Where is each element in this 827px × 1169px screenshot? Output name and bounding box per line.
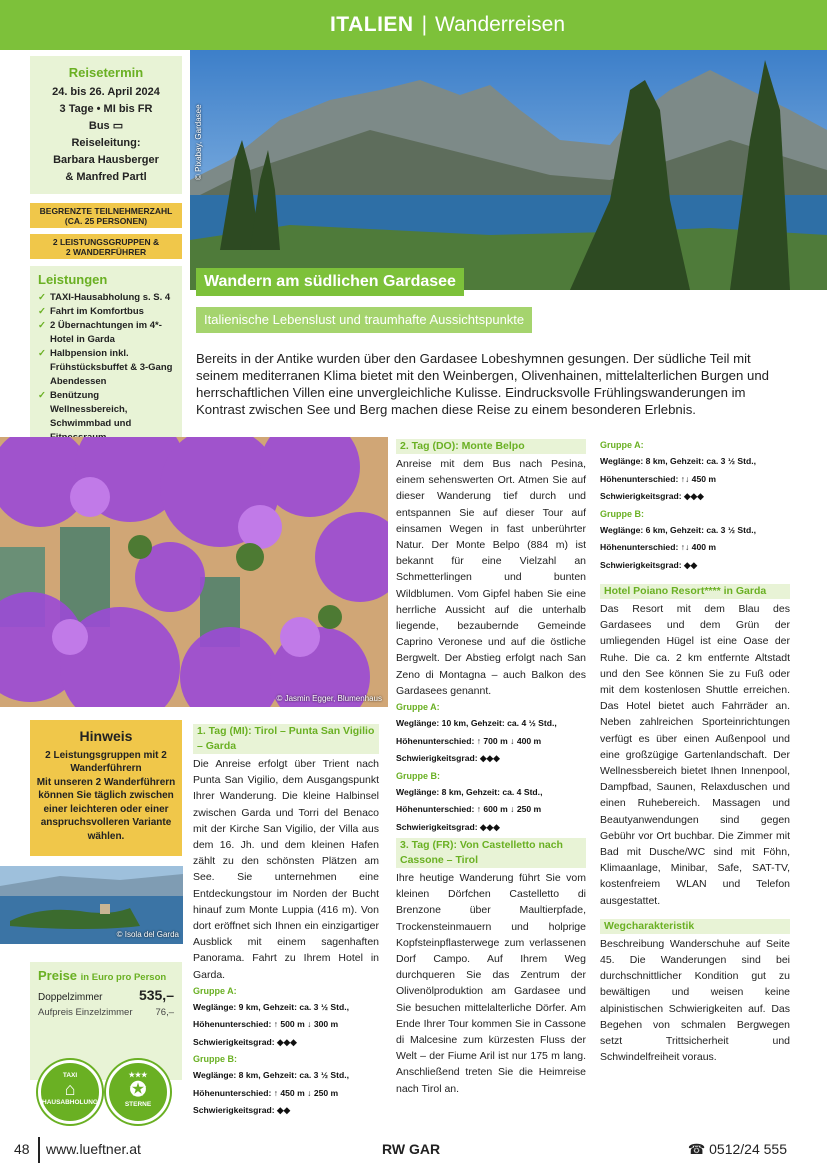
hinweis-heading: Hinweis [79, 728, 133, 744]
weg-heading: Wegcharakteristik [600, 919, 790, 934]
leader-2: & Manfred Partl [65, 171, 147, 183]
day3-heading: 3. Tag (FR): Von Castelletto nach Cassone – Tirol [396, 838, 586, 868]
day3-group-b-heading: Gruppe B: [600, 508, 644, 519]
header-separator: | [421, 13, 428, 36]
footer-divider [38, 1137, 40, 1163]
weg-text: Beschreibung Wanderschuhe auf Seite 45. Die Wanderungen sind bei durchschnittlicher Kondition gut zu bewältigen und weisen keine alpinistischen Schwierigkeiten auf. Das Begehen von schmalen Bergwegen setzt Trittsicherheit und Schwindelfreiheit voraus. [600, 937, 790, 1064]
bus-icon: ▭ [112, 120, 124, 132]
stars-badge-label: STERNE [124, 1101, 152, 1108]
reisetermin-heading: Reisetermin [68, 65, 144, 80]
page-subtitle: Italienische Lebenslust und traumhafte Aussichtspunkte [196, 307, 532, 333]
leistungen-heading: Leistungen [38, 272, 108, 287]
day1-heading: 1. Tag (MI): Tirol – Punta San Vigilio – Garda [193, 724, 379, 754]
hotel-text: Das Resort mit dem Blau des Gardasees und dem Grün der umliegenden Hügel ist eine Oase der Ruhe. Die ca. 2 km entfernte Altstadt und den See können Sie zu Fuß oder mit dem kostenlosen Shuttle erreichen. Das Hotel bietet auch Fahrräder an. Neben zahlreichen Sporteinrichtungen verfügt es über einen Außenpool und eine großzügige Gartenlandschaft. Der Wellnessbereich bietet Ihnen Innenpool, Dampfbad, Saunen, Relaxduschen und einen Ruhebereich. Massagen und Beautyanwendungen sind gegen Gebühr vor Ort buchbar. Die Zimmer mit Bad mit Dusche/WC sind mit Föhn, Klimaanlage, Minibar, Safe, SAT-TV, kostenfreiem WLAN und Telefon ausgestattet. [600, 603, 790, 907]
day2-group-a-difficulty: Schwierigkeitsgrad: ◆◆◆ [396, 753, 500, 764]
pill-participants [30, 203, 182, 228]
price-row-dz [38, 987, 174, 1003]
pill-groups-line2: 2 WANDERFÜHRER [65, 247, 147, 257]
price-row-ez [38, 1007, 174, 1018]
day2-group-b-heading: Gruppe B: [396, 770, 440, 781]
day1-group-b-length: Weglänge: 8 km, Gehzeit: ca. 3 ½ Std., [193, 1070, 350, 1081]
website-link[interactable]: www.lueftner.at [46, 1141, 141, 1157]
preise-unit: in Euro pro Person [80, 972, 167, 983]
column-day1 [193, 722, 379, 1120]
travel-days: 3 Tage • MI bis FR [59, 103, 153, 115]
day2-group-a-length: Weglänge: 10 km, Gehzeit: ca. 4 ½ Std., [396, 718, 557, 729]
lake-garda-photo [190, 50, 827, 290]
column-day3-hotel [600, 437, 790, 1065]
reisetermin-box [30, 56, 182, 194]
price-value-dz: 535,– [138, 987, 174, 1003]
day1-group-b-elevation: Höhenunterschied: ↑ 450 m ↓ 250 m [193, 1087, 339, 1098]
leader-1: Barbara Hausberger [53, 154, 159, 166]
day3-group-b-elevation: Höhenunterschied: ↑↓ 400 m [600, 542, 717, 552]
transport [30, 118, 182, 135]
day1-group-b-difficulty: Schwierigkeitsgrad: ◆◆ [193, 1105, 291, 1116]
travel-dates: 24. bis 26. April 2024 [52, 86, 160, 98]
day2-heading: 2. Tag (DO): Monte Belpo [396, 439, 586, 454]
day1-text: Die Anreise erfolgt über Trient nach Punta San Vigilio, dem Ausgangspunkt Ihrer Wanderung. Die kleine Halbinsel zwischen Garda und Torri del Benaco mit der Kirche San Vigilio, der Villa aus dem 16. Jh. und dem kleinen Hafen zählt zu den schönsten Plätzen am See. Sie unternehmen eine Entdeckungstour im Norden der Bucht hinauf zum Monte Luppia (416 m). Von dort eröffnet sich Ihnen ein einzigartiger Ausblick mit einem sagenhaften Panorama. Fahrt zu Ihrem Hotel in Garda. [193, 758, 379, 981]
leitung-label: Reiseleitung: [71, 137, 141, 149]
list-item: ✓ Fahrt im Komfortbus [38, 305, 176, 319]
hotel-heading: Hotel Poiano Resort**** in Garda [600, 584, 790, 599]
column-day2-day3 [396, 437, 586, 1097]
day1-group-a-length: Weglänge: 9 km, Gehzeit: ca. 3 ½ Std., [193, 1001, 350, 1012]
page-number: 48 [14, 1141, 30, 1157]
pill-groups-line1: 2 LEISTUNGSGRUPPEN & [52, 237, 160, 247]
photo-credit-bloom: © Jasmin Egger, Blumenhaus [276, 694, 382, 703]
day1-group-a-difficulty: Schwierigkeitsgrad: ◆◆◆ [193, 1036, 297, 1047]
list-item: ✓ 2 Übernachtungen im 4*-Hotel in Garda [38, 319, 176, 347]
intro-text: Bereits in der Antike wurden über den Gardasee Lobeshymnen gesungen. Der südliche Teil mit seinem mediterranen Klima bietet mit den Weinbergen, Olivenhainen, mittelalterlichen Burgen und herrschaftlichen Villen eine unvergleichliche Kulisse. Eindrucksvolle Frühlingswanderungen im Kontrast zwischen See und Berg machen diese Reise zu einem besonderen Erlebnis. [196, 351, 769, 417]
star-icon: ✪ [129, 1079, 147, 1101]
day3-group-b-difficulty: Schwierigkeitsgrad: ◆◆ [600, 559, 698, 570]
header-country: ITALIEN [329, 13, 414, 36]
stars-badge [106, 1060, 170, 1124]
hinweis-line1: 2 Leistungsgruppen mit 2 Wanderführern [45, 749, 167, 774]
page-title: Wandern am südlichen Gardasee [196, 268, 464, 296]
taxi-badge-bottom: HAUSABHOLUNG [42, 1099, 98, 1106]
day2-group-a-elevation: Höhenunterschied: ↑ 700 m ↓ 400 m [396, 735, 542, 746]
day2-group-a-heading: Gruppe A: [396, 702, 440, 713]
pill-participants-line2: (CA. 25 PERSONEN) [64, 216, 148, 226]
day2-group-b-difficulty: Schwierigkeitsgrad: ◆◆◆ [396, 821, 500, 832]
bougainvillea-illustration [0, 437, 388, 707]
isola-del-garda-photo [0, 866, 183, 944]
hinweis-line2: Mit unseren 2 Wanderführern können Sie täglich zwischen einer leichteren oder einer anspruchsvolleren Variante wählen. [36, 776, 176, 842]
price-label-ez: Aufpreis Einzelzimmer [38, 1007, 133, 1018]
footer [0, 1135, 827, 1169]
day1-group-a-elevation: Höhenunterschied: ↑ 500 m ↓ 300 m [193, 1019, 339, 1030]
transport-label: Bus [88, 120, 110, 132]
trip-code: RW GAR [382, 1141, 441, 1157]
header-bar [0, 0, 827, 50]
header-category: Wanderreisen [435, 13, 565, 36]
day2-group-b-elevation: Höhenunterschied: ↑ 600 m ↓ 250 m [396, 804, 542, 815]
day3-group-b-length: Weglänge: 6 km, Gehzeit: ca. 3 ½ Std., [600, 524, 757, 535]
pill-groups [30, 234, 182, 259]
day3-group-a-elevation: Höhenunterschied: ↑↓ 450 m [600, 473, 717, 484]
taxi-badge [38, 1060, 102, 1124]
day2-group-b-length: Weglänge: 8 km, Gehzeit: ca. 4 Std., [396, 786, 543, 797]
lake-garda-illustration [190, 50, 827, 290]
preise-title: Preise [38, 968, 78, 983]
pill-participants-line1: BEGRENZTE TEILNEHMERZAHL [39, 206, 173, 216]
day1-group-b-heading: Gruppe B: [193, 1054, 237, 1065]
house-icon: ⌂ [64, 1079, 76, 1099]
day3-group-a-length: Weglänge: 8 km, Gehzeit: ca. 3 ½ Std., [600, 456, 757, 466]
hinweis-box [30, 720, 182, 856]
day1-group-a-heading: Gruppe A: [193, 985, 237, 996]
day3-text: Ihre heutige Wanderung führt Sie vom kleinen Dörfchen Castelletto di Brenzone über Maultierpfade, Trockensteinmauern und holprige Kopfsteinpflasterwege zum verlassenen Dorf Campo. Auf Ihrem Weg durchqueren Sie das Zentrum der Olivenölproduktion am Gardasee und Sie besuchen mittelalterliche Dörfer. Am Ende Ihrer Tour kommen Sie in Cassone di Malcesine zum kürzesten Fluss der Welt – der Fiume Aril ist nur 175 m lang. Anschließend treten Sie die Heimreise nach Tirol an. [396, 872, 586, 1095]
preise-heading [38, 968, 174, 983]
list-item: ✓ TAXI-Hausabholung s. S. 4 [38, 291, 176, 305]
small-stars-icon: ★★★ [128, 1072, 148, 1079]
price-label-dz: Doppelzimmer [38, 992, 103, 1003]
list-item: ✓ Halbpension inkl. Frühstücksbuffet & 3-Gang Abendessen [38, 347, 176, 389]
taxi-badge-top: TAXI [62, 1072, 78, 1079]
list-item: ✓ Benützung Wellnessbereich, Schwimmbad und [38, 389, 176, 445]
photo-credit-garda: © Pixabay, Gardasee [194, 104, 203, 180]
day3-group-a-difficulty: Schwierigkeitsgrad: ◆◆◆ [600, 491, 704, 501]
photo-credit-isola: © Isola del Garda [116, 930, 179, 939]
day2-text: Anreise mit dem Bus nach Pesina, einem sehenswerten Ort. Atmen Sie auf dieser Wanderung tief durch und entspannen Sie auf dieser Tour auf einsamen Wegen in fast unberührter Natur. Der Monte Belpo (884 m) ist bekannt für eine Vielzahl an Schmetterlingen und bunten Wildblumen. Vom Gipfel haben Sie eine herrliche Aussicht auf die unterhalb liegende, bezaubernde Gemeinde Caprino Veronese und auf die östliche Bergwelt. Der Abstieg erfolgt nach San Zeno di Montagna – auch Balkon des Gardasees genannt. [396, 458, 586, 697]
bougainvillea-photo [0, 437, 388, 707]
price-value-ez: 76,– [155, 1007, 174, 1018]
day3-group-a-heading: Gruppe A: [600, 440, 644, 450]
phone-number: ☎ 0512/24 555 [687, 1141, 787, 1157]
